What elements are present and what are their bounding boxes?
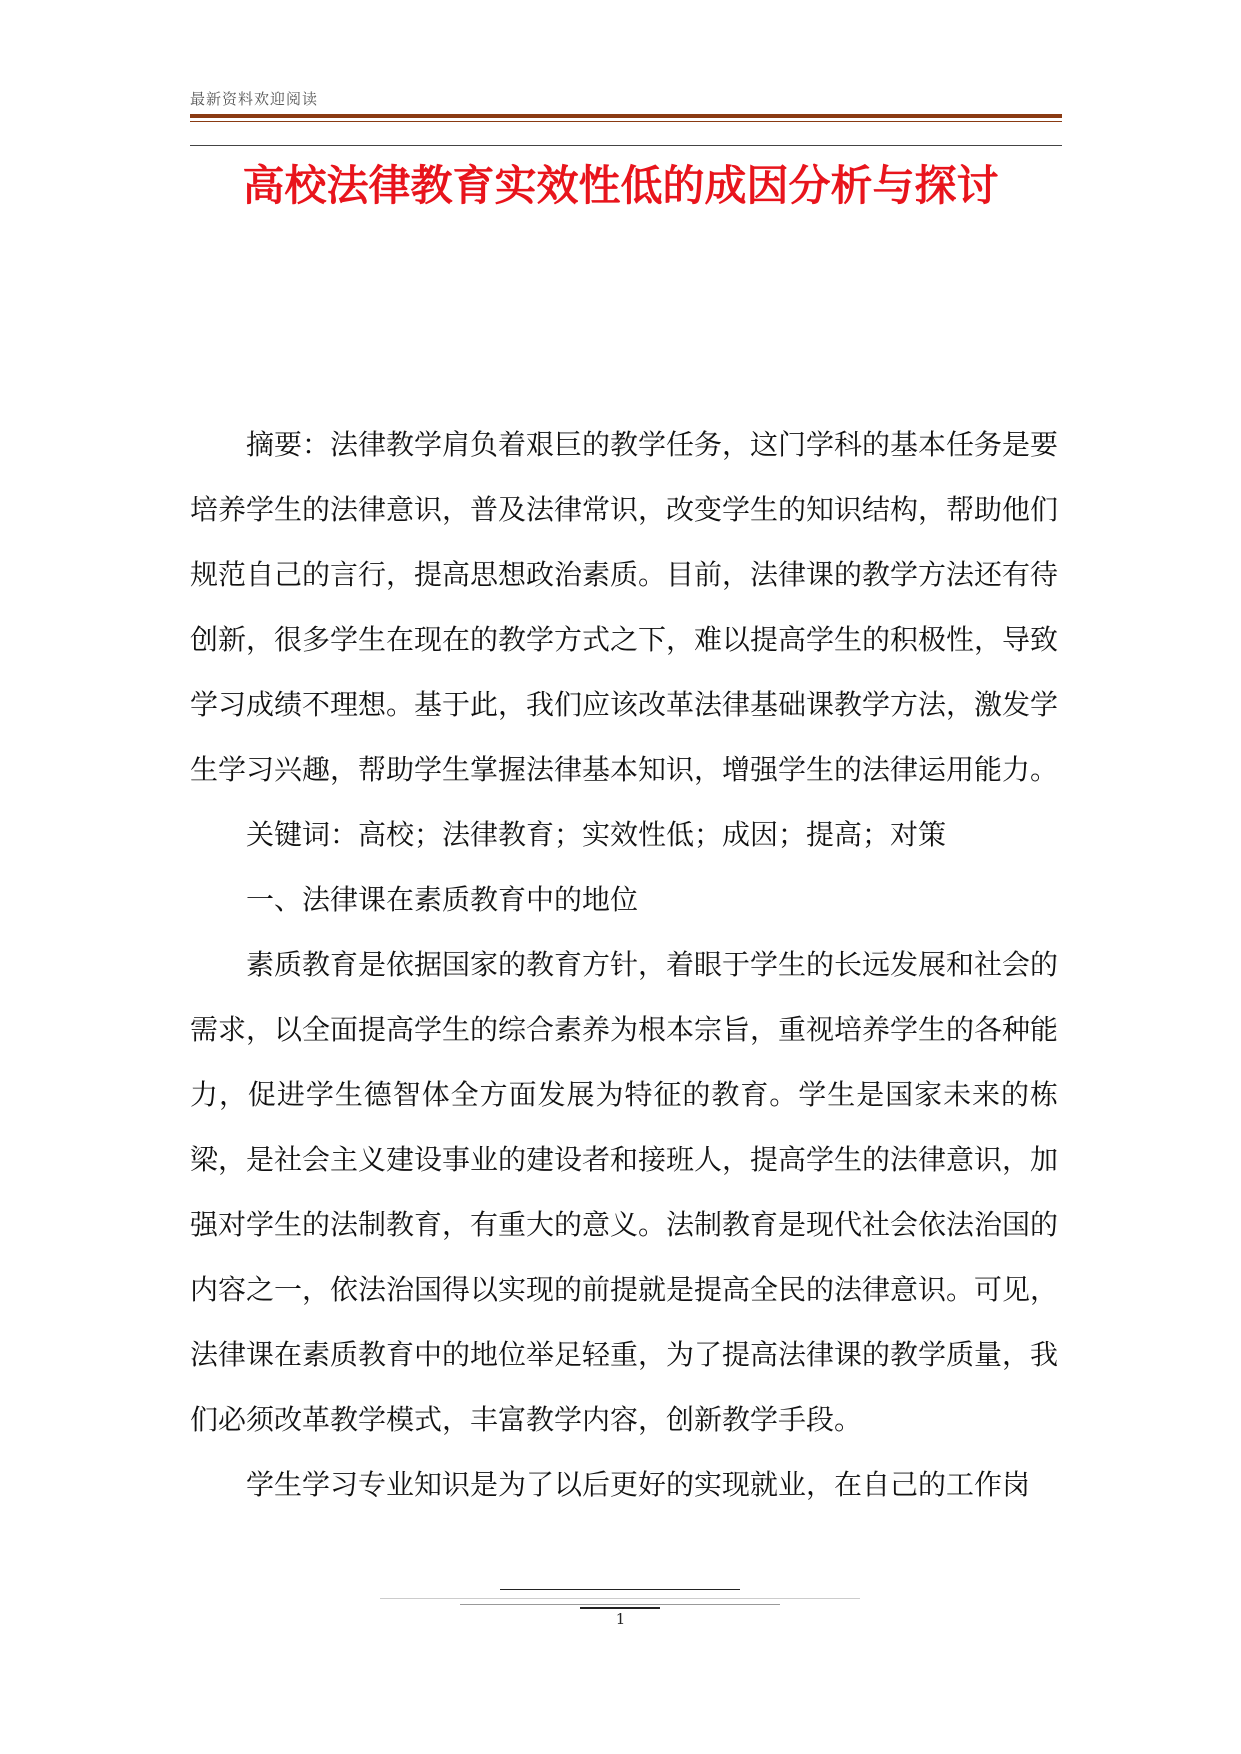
header-rule-bottom [190,145,1062,146]
document-title: 高校法律教育实效性低的成因分析与探讨 [242,161,999,210]
header-rule-thin [190,121,1062,122]
footer-rule [500,1589,740,1590]
body-paragraph: 学生学习专业知识是为了以后更好的实现就业，在自己的工作岗 [246,1468,1031,1501]
footer-rule [460,1604,780,1605]
section-heading: 一、法律课在素质教育中的地位 [246,883,639,916]
body-paragraph: 素质教育是依据国家的教育方针，着眼于学生的长远发展和社会的需求，以全面提高学生的综合素养为根本宗旨，重视培养学生的各种能力，促进学生德智体全方面发展为特征的教育。学生是国家未来的栋梁，是社会主义建设事业的建设者和接班人，提高学生的法律意识，加强对学生的法制教育，有重大的意义。法制教育是现代社会依法治国的内容之一，依法治国得以实现的前提就是提高全民的法律意识。可见，法律课在素质教育中的地位举足轻重，为了提高法律课的教学质量，我们必须改革教学模式，丰富教学内容，创新教学手段。 [190,948,1059,1436]
keywords-paragraph: 关键词：高校；法律教育；实效性低；成因；提高；对策 [246,818,947,851]
document-body [190,412,1058,1517]
header-text: 最新资料欢迎阅读 [190,90,319,108]
footer-rule [380,1598,860,1599]
abstract-paragraph: 摘要：法律教学肩负着艰巨的教学任务，这门学科的基本任务是要培养学生的法律意识，普及法律常识，改变学生的知识结构，帮助他们规范自己的言行，提高思想政治素质。目前，法律课的教学方法还有待创新，很多学生在现在的教学方式之下，难以提高学生的积极性，导致学习成绩不理想。基于此，我们应该改革法律基础课教学方法，激发学生学习兴趣，帮助学生掌握法律基本知识，增强学生的法律运用能力。 [190,428,1059,786]
page-number: 1 [615,1610,626,1628]
footer-rule [580,1607,660,1609]
header-rule-thick [190,114,1062,118]
